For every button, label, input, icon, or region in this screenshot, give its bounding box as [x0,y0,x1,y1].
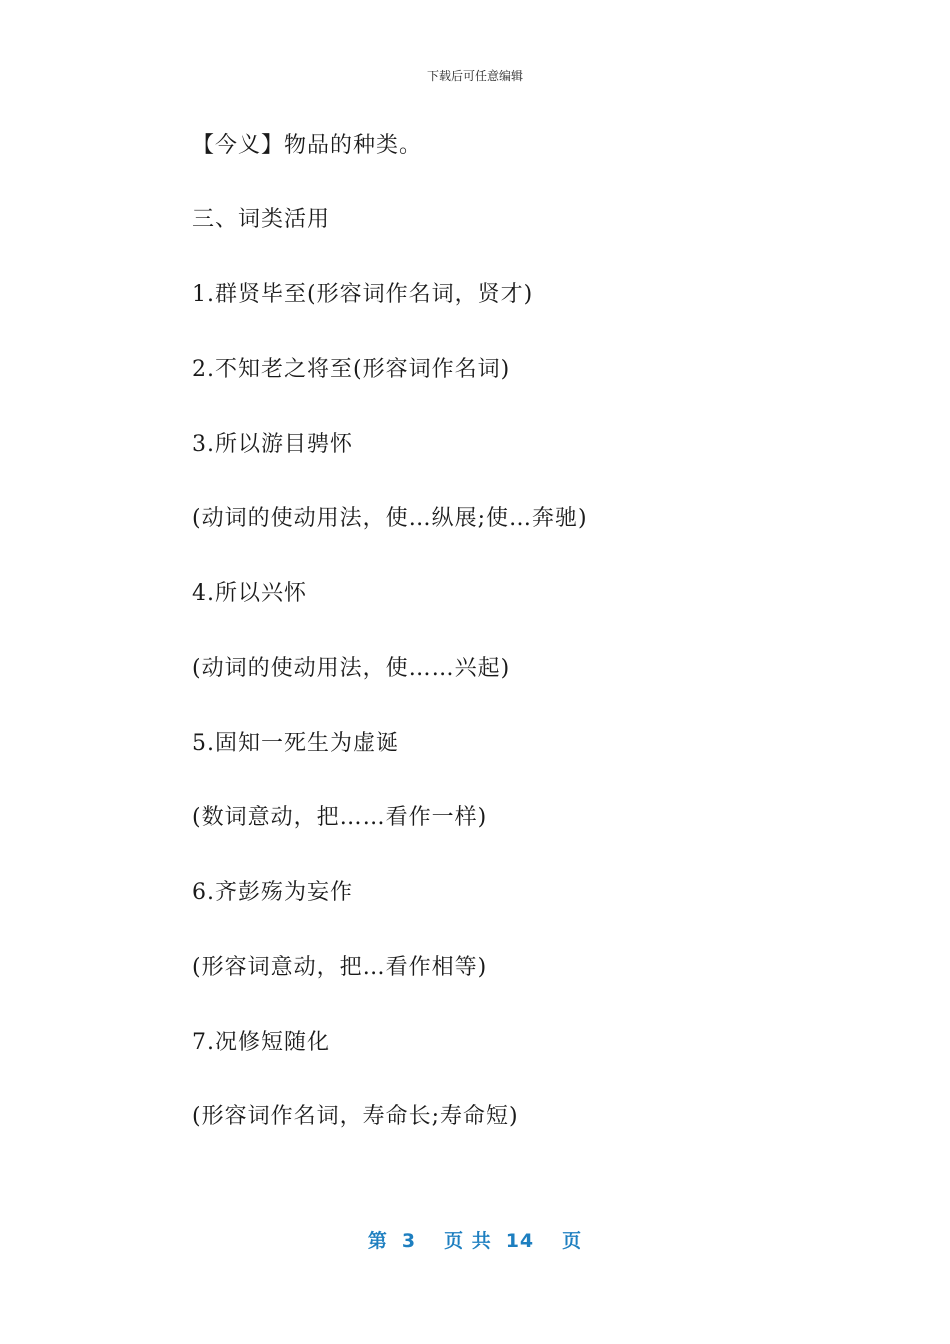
text-line: 7.况修短随化 [192,1030,330,1055]
text-line: 6.齐彭殇为妄作 [192,880,353,905]
footer-prefix: 第 [367,1230,388,1252]
footer-middle: 页 共 [444,1230,492,1252]
total-pages-number: 14 [505,1230,535,1252]
text-line: (数词意动，把……看作一样) [192,805,488,830]
text-line: 3.所以游目骋怀 [192,432,353,457]
text-line: (形容词作名词，寿命长;寿命短) [192,1104,519,1129]
text-line: 【今义】物品的种类。 [192,133,423,158]
text-line: (形容词意动，把…看作相等) [192,955,488,980]
page-header-note: 下载后可任意编辑 [426,69,523,83]
section-heading: 三、词类活用 [192,207,331,232]
footer-suffix: 页 [562,1230,583,1252]
current-page-number: 3 [401,1230,417,1252]
text-line: 1.群贤毕至(形容词作名词，贤才) [192,282,534,307]
text-line: (动词的使动用法，使……兴起) [192,656,511,681]
text-line: 4.所以兴怀 [192,581,307,606]
text-line: 2.不知老之将至(形容词作名词) [192,357,511,382]
text-line: 5.固知一死生为虚诞 [192,731,399,756]
text-line: (动词的使动用法，使…纵展;使…奔驰) [192,506,588,531]
page-footer [0,1226,950,1253]
